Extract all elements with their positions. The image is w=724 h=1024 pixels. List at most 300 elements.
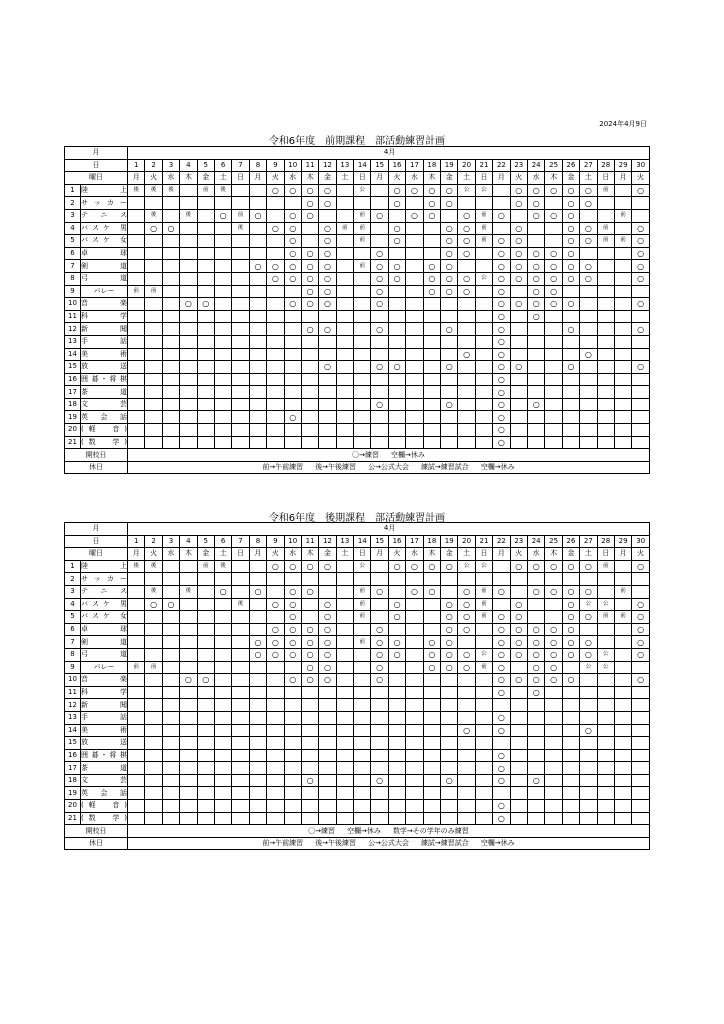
schedule-cell (162, 323, 179, 336)
schedule-cell (406, 598, 423, 611)
schedule-cell (475, 674, 492, 687)
schedule-cell (336, 674, 353, 687)
schedule-cell (214, 424, 231, 437)
schedule-cell (145, 648, 162, 661)
schedule-cell (197, 774, 214, 787)
schedule-cell: ○ (580, 260, 597, 273)
club-number: 1 (65, 560, 81, 573)
schedule-cell (214, 812, 231, 825)
weekday-cell: 土 (458, 172, 475, 185)
schedule-cell (614, 373, 631, 386)
schedule-cell (301, 800, 318, 813)
schedule-cell (145, 424, 162, 437)
schedule-cell: ○ (458, 348, 475, 361)
club-name: バスケ 女 (81, 235, 128, 248)
club-name: 科 学 (81, 310, 128, 323)
schedule-cell (580, 699, 597, 712)
schedule-cell (406, 623, 423, 636)
schedule-cell: ○ (562, 611, 579, 624)
schedule-cell: ○ (562, 598, 579, 611)
holiday-label: 休日 (65, 837, 128, 850)
schedule-cell (371, 611, 388, 624)
schedule-cell (214, 686, 231, 699)
schedule-cell (180, 260, 197, 273)
schedule-cell (354, 361, 371, 374)
schedule-cell: ○ (388, 648, 405, 661)
club-number: 11 (65, 686, 81, 699)
schedule-cell (614, 749, 631, 762)
schedule-cell (458, 800, 475, 813)
schedule-cell (162, 648, 179, 661)
schedule-cell: ○ (319, 323, 336, 336)
schedule-cell (614, 699, 631, 712)
schedule-cell: ○ (493, 674, 510, 687)
schedule-cell (545, 749, 562, 762)
schedule-cell (406, 762, 423, 775)
club-number: 21 (65, 436, 81, 449)
legend-item: 空欄→休み (480, 839, 515, 848)
schedule-cell (423, 800, 440, 813)
weekday-cell: 日 (354, 548, 371, 561)
schedule-cell: ○ (371, 623, 388, 636)
legend-item: 〇→練習 (308, 826, 336, 835)
weekday-cell: 金 (562, 548, 579, 561)
schedule-cell (354, 573, 371, 586)
schedule-cell: ○ (388, 636, 405, 649)
weekday-cell: 金 (562, 172, 579, 185)
schedule-cell: 前 (475, 598, 492, 611)
schedule-cell: 後 (232, 598, 249, 611)
weekday-cell: 金 (319, 548, 336, 561)
schedule-cell (180, 749, 197, 762)
schedule-cell (614, 711, 631, 724)
club-name: サッカー (81, 573, 128, 586)
schedule-cell: 後 (145, 560, 162, 573)
schedule-cell (388, 585, 405, 598)
schedule-cell: ○ (527, 184, 544, 197)
schedule-cell (441, 762, 458, 775)
schedule-cell (354, 386, 371, 399)
schedule-cell (580, 623, 597, 636)
schedule-cell (371, 749, 388, 762)
schedule-cell (336, 424, 353, 437)
weekday-cell: 木 (423, 172, 440, 185)
schedule-cell (475, 373, 492, 386)
schedule-cell (597, 398, 614, 411)
weekday-cell: 金 (319, 172, 336, 185)
schedule-cell (214, 737, 231, 750)
schedule-cell (145, 573, 162, 586)
schedule-cell: ○ (441, 260, 458, 273)
schedule-cell (354, 247, 371, 260)
schedule-cell (214, 724, 231, 737)
schedule-cell: ○ (632, 623, 650, 636)
schedule-cell (197, 398, 214, 411)
schedule-cell (562, 737, 579, 750)
schedule-cell (545, 436, 562, 449)
schedule-cell: ○ (493, 361, 510, 374)
schedule-cell: ○ (319, 661, 336, 674)
schedule-cell (145, 611, 162, 624)
schedule-cell (423, 373, 440, 386)
schedule-cell (354, 699, 371, 712)
club-name: 手 話 (81, 335, 128, 348)
schedule-cell (441, 310, 458, 323)
schedule-cell (475, 247, 492, 260)
schedule-cell (632, 762, 650, 775)
schedule-cell (145, 247, 162, 260)
day-number: 17 (406, 535, 423, 548)
schedule-cell (371, 386, 388, 399)
weekday-cell: 木 (180, 172, 197, 185)
schedule-cell (441, 737, 458, 750)
schedule-cell (301, 436, 318, 449)
holiday-legend (128, 461, 650, 474)
schedule-cell (232, 184, 249, 197)
schedule-cell (632, 787, 650, 800)
schedule-cell (162, 361, 179, 374)
schedule-cell: ○ (510, 598, 527, 611)
schedule-cell (580, 800, 597, 813)
schedule-cell: 前 (354, 598, 371, 611)
schedule-cell (197, 648, 214, 661)
schedule-cell (441, 585, 458, 598)
schedule-cell (128, 411, 145, 424)
schedule-cell (580, 247, 597, 260)
club-row (65, 749, 650, 762)
schedule-cell (562, 411, 579, 424)
club-row (65, 310, 650, 323)
schedule-cell: 前 (145, 661, 162, 674)
weekday-cell: 日 (354, 172, 371, 185)
schedule-cell (475, 424, 492, 437)
schedule-cell (371, 184, 388, 197)
schedule-cell (441, 386, 458, 399)
legend-item: 空欄→休み (347, 826, 381, 835)
schedule-cell (475, 711, 492, 724)
club-name: バスケ 男 (81, 222, 128, 235)
club-row (65, 724, 650, 737)
club-number: 2 (65, 197, 81, 210)
schedule-cell (249, 686, 266, 699)
schedule-cell (493, 222, 510, 235)
schedule-cell: 前 (475, 235, 492, 248)
schedule-cell (232, 298, 249, 311)
schedule-cell (145, 260, 162, 273)
day-number: 15 (371, 159, 388, 172)
schedule-cell (597, 674, 614, 687)
schedule-cell (545, 310, 562, 323)
schedule-cell: ○ (527, 636, 544, 649)
schedule-cell (614, 598, 631, 611)
schedule-cell (284, 398, 301, 411)
schedule-cell (214, 648, 231, 661)
schedule-cell (162, 699, 179, 712)
schedule-cell (388, 247, 405, 260)
schedule-cell (284, 737, 301, 750)
schedule-cell: ○ (319, 560, 336, 573)
schedule-cell (510, 398, 527, 411)
schedule-cell (406, 724, 423, 737)
schedule-cell (614, 298, 631, 311)
schedule-cell: 前 (614, 611, 631, 624)
weekday-cell: 日 (475, 172, 492, 185)
schedule-cell: ○ (388, 598, 405, 611)
schedule-cell: ○ (319, 197, 336, 210)
schedule-cell (614, 686, 631, 699)
schedule-cell (319, 812, 336, 825)
schedule-cell (180, 222, 197, 235)
schedule-cell: ○ (545, 585, 562, 598)
schedule-cell (145, 774, 162, 787)
schedule-cell (232, 762, 249, 775)
schedule-cell (458, 686, 475, 699)
schedule-cell (388, 800, 405, 813)
schedule-cell (371, 812, 388, 825)
schedule-cell (128, 598, 145, 611)
schedule-cell: ○ (249, 260, 266, 273)
weekday-cell: 日 (597, 172, 614, 185)
schedule-cell (319, 774, 336, 787)
schedule-cell (423, 724, 440, 737)
schedule-cell (458, 197, 475, 210)
schedule-cell (232, 648, 249, 661)
document-date: 2024年4月9日 (599, 120, 647, 128)
schedule-cell (180, 800, 197, 813)
schedule-cell (597, 260, 614, 273)
schedule-cell (614, 762, 631, 775)
schedule-cell: 公 (354, 184, 371, 197)
schedule-cell (267, 774, 284, 787)
schedule-cell (214, 661, 231, 674)
schedule-cell (162, 724, 179, 737)
schedule-cell: 後 (214, 184, 231, 197)
schedule-cell (580, 373, 597, 386)
schedule-cell (267, 411, 284, 424)
schedule-cell (423, 749, 440, 762)
club-number: 7 (65, 260, 81, 273)
schedule-cell (249, 335, 266, 348)
schedule-cell (597, 762, 614, 775)
schedule-cell (354, 661, 371, 674)
schedule-cell (319, 699, 336, 712)
schedule-cell (232, 560, 249, 573)
schedule-cell (354, 285, 371, 298)
schedule-cell (214, 699, 231, 712)
schedule-cell (527, 386, 544, 399)
schedule-cell (614, 386, 631, 399)
schedule-cell (336, 648, 353, 661)
weekday-cell: 土 (336, 548, 353, 561)
schedule-cell (214, 800, 231, 813)
schedule-cell (406, 398, 423, 411)
schedule-cell (336, 386, 353, 399)
schedule-cell (510, 373, 527, 386)
schedule-cell (371, 711, 388, 724)
schedule-cell (284, 424, 301, 437)
club-row (65, 323, 650, 336)
club-row (65, 812, 650, 825)
schedule-cell (458, 573, 475, 586)
schedule-cell (232, 661, 249, 674)
schedule-cell (232, 310, 249, 323)
schedule-cell (371, 762, 388, 775)
weekday-cell: 火 (267, 548, 284, 561)
schedule-cell (423, 611, 440, 624)
weekday-cell: 土 (336, 172, 353, 185)
schedule-cell (267, 787, 284, 800)
schedule-cell (632, 197, 650, 210)
schedule-cell (354, 623, 371, 636)
schedule-cell (597, 812, 614, 825)
schedule-cell: 前 (614, 209, 631, 222)
schedule-cell: ○ (580, 611, 597, 624)
schedule-cell (580, 411, 597, 424)
schedule-cell (214, 197, 231, 210)
schedule-cell (510, 411, 527, 424)
schedule-cell: ○ (441, 560, 458, 573)
schedule-cell (562, 724, 579, 737)
club-number: 10 (65, 674, 81, 687)
schedule-cell (180, 373, 197, 386)
club-number: 5 (65, 611, 81, 624)
club-row (65, 184, 650, 197)
schedule-cell (145, 436, 162, 449)
schedule-cell (423, 623, 440, 636)
schedule-cell (580, 361, 597, 374)
schedule-cell (267, 335, 284, 348)
day-number: 24 (527, 535, 544, 548)
schedule-cell: ○ (197, 674, 214, 687)
schedule-cell (197, 724, 214, 737)
schedule-cell (180, 560, 197, 573)
day-number: 27 (580, 159, 597, 172)
schedule-cell (180, 598, 197, 611)
schedule-cell (406, 335, 423, 348)
schedule-cell (423, 686, 440, 699)
weekday-cell: 土 (580, 548, 597, 561)
schedule-cell (301, 335, 318, 348)
schedule-cell (562, 573, 579, 586)
schedule-cell: ○ (493, 762, 510, 775)
day-number: 18 (423, 159, 440, 172)
schedule-cell (319, 573, 336, 586)
schedule-cell (162, 762, 179, 775)
schedule-cell: ○ (423, 636, 440, 649)
schedule-cell (458, 737, 475, 750)
schedule-cell: ○ (423, 197, 440, 210)
schedule-cell: 前 (597, 611, 614, 624)
schedule-cell (475, 335, 492, 348)
schedule-cell (249, 310, 266, 323)
schedule-cell: 前 (614, 235, 631, 248)
schedule-cell (354, 774, 371, 787)
schedule-cell (580, 762, 597, 775)
schedule-cell (423, 361, 440, 374)
schedule-cell: 公 (475, 272, 492, 285)
schedule-cell (475, 749, 492, 762)
schedule-cell: ○ (284, 611, 301, 624)
schedule-cell: ○ (458, 585, 475, 598)
schedule-cell (232, 272, 249, 285)
schedule-cell: ○ (423, 585, 440, 598)
schedule-cell (180, 686, 197, 699)
weekday-cell: 水 (527, 548, 544, 561)
schedule-cell: 後 (180, 585, 197, 598)
day-row (65, 159, 650, 172)
schedule-cell (597, 310, 614, 323)
weekday-row (65, 548, 650, 561)
day-number: 26 (562, 535, 579, 548)
schedule-cell (388, 686, 405, 699)
schedule-cell: ○ (493, 749, 510, 762)
schedule-cell (301, 711, 318, 724)
schedule-cell (267, 285, 284, 298)
schedule-cell (128, 361, 145, 374)
schedule-cell (562, 686, 579, 699)
schedule-cell (562, 373, 579, 386)
schedule-cell: 前 (475, 585, 492, 598)
schedule-cell (371, 222, 388, 235)
schedule-cell (284, 800, 301, 813)
schedule-cell (545, 424, 562, 437)
schedule-cell (545, 573, 562, 586)
weekday-cell: 日 (475, 548, 492, 561)
schedule-cell: ○ (145, 598, 162, 611)
schedule-cell (423, 298, 440, 311)
day-number: 4 (180, 535, 197, 548)
schedule-cell: ○ (441, 235, 458, 248)
schedule-cell (371, 724, 388, 737)
term1-title: 令和6年度 前期課程 部活動練習計画 (268, 136, 446, 147)
schedule-cell (354, 674, 371, 687)
schedule-cell (406, 272, 423, 285)
schedule-cell (527, 737, 544, 750)
schedule-cell (128, 398, 145, 411)
schedule-cell: 前 (475, 661, 492, 674)
schedule-cell (336, 285, 353, 298)
schedule-cell (128, 636, 145, 649)
schedule-cell (527, 411, 544, 424)
schedule-cell (319, 585, 336, 598)
weekday-cell: 木 (545, 172, 562, 185)
schedule-cell: ○ (545, 636, 562, 649)
schedule-cell (354, 812, 371, 825)
schedule-cell (458, 711, 475, 724)
club-name: 美 術 (81, 348, 128, 361)
club-row (65, 636, 650, 649)
schedule-cell: ○ (562, 298, 579, 311)
schedule-cell (614, 812, 631, 825)
schedule-cell (632, 348, 650, 361)
schedule-cell (319, 398, 336, 411)
schedule-cell (423, 573, 440, 586)
schedule-cell: 公 (597, 598, 614, 611)
schedule-cell (145, 623, 162, 636)
schedule-cell (214, 373, 231, 386)
schedule-cell (128, 674, 145, 687)
schedule-cell: ○ (284, 247, 301, 260)
schedule-cell (232, 787, 249, 800)
day-number: 10 (284, 535, 301, 548)
schedule-cell (284, 573, 301, 586)
schedule-cell (301, 411, 318, 424)
schedule-cell (597, 774, 614, 787)
schedule-cell (336, 598, 353, 611)
schedule-cell (458, 699, 475, 712)
schedule-cell (597, 436, 614, 449)
day-number: 26 (562, 159, 579, 172)
